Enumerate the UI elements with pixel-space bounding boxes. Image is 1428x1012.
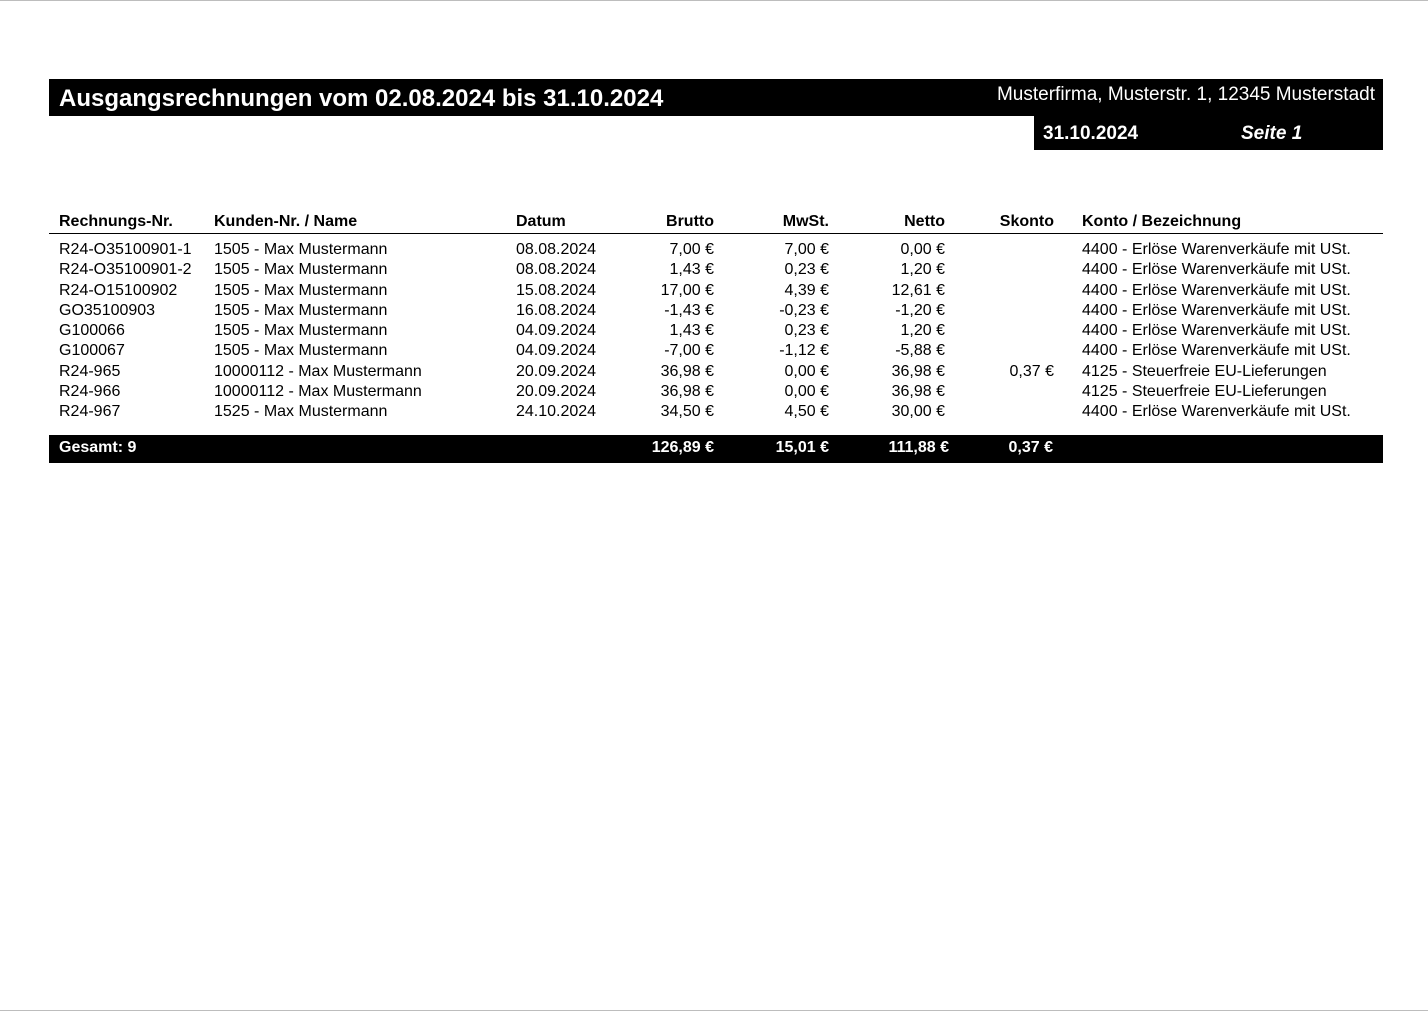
table-row xyxy=(0,402,1428,422)
cell-konto: 4400 - Erlöse Warenverkäufe mit USt. xyxy=(1082,322,1351,340)
cell-netto: 1,20 € xyxy=(900,322,945,340)
header-brutto: Brutto xyxy=(666,213,714,230)
cell-konto: 4400 - Erlöse Warenverkäufe mit USt. xyxy=(1082,281,1351,299)
report-date-bar xyxy=(1034,116,1383,150)
header-konto: Konto / Bezeichnung xyxy=(1082,213,1242,230)
cell-kunde: 10000112 - Max Mustermann xyxy=(214,362,422,380)
totals-skonto: 0,37 € xyxy=(1008,439,1053,456)
cell-kunde: 10000112 - Max Mustermann xyxy=(214,383,422,401)
cell-datum: 08.08.2024 xyxy=(516,261,597,279)
cell-mwst: 4,39 € xyxy=(784,281,829,299)
cell-rechnungs-nr: R24-967 xyxy=(59,403,121,421)
cell-kunde: 1505 - Max Mustermann xyxy=(214,342,388,360)
cell-konto: 4400 - Erlöse Warenverkäufe mit USt. xyxy=(1082,342,1351,360)
cell-kunde: 1505 - Max Mustermann xyxy=(214,301,388,319)
cell-netto: 36,98 € xyxy=(891,383,945,401)
cell-brutto: -7,00 € xyxy=(664,342,714,360)
header-rechnungs-nr: Rechnungs-Nr. xyxy=(59,213,173,230)
cell-netto: 36,98 € xyxy=(891,362,945,380)
page-number: Seite 1 xyxy=(1241,123,1303,144)
cell-brutto: 36,98 € xyxy=(660,362,714,380)
report-title: Ausgangsrechnungen vom 02.08.2024 bis 31.10.2024 xyxy=(59,85,664,112)
cell-rechnungs-nr: R24-O35100901-1 xyxy=(59,241,192,258)
cell-konto: 4125 - Steuerfreie EU-Lieferungen xyxy=(1082,383,1327,401)
cell-netto: 0,00 € xyxy=(900,241,945,258)
cell-brutto: 34,50 € xyxy=(660,403,714,421)
totals-brutto: 126,89 € xyxy=(651,439,714,456)
cell-mwst: 7,00 € xyxy=(784,241,829,258)
cell-kunde: 1505 - Max Mustermann xyxy=(214,261,388,279)
page-top-border xyxy=(0,0,1428,1)
cell-konto: 4400 - Erlöse Warenverkäufe mit USt. xyxy=(1082,403,1351,421)
totals-row xyxy=(49,435,1383,463)
cell-datum: 08.08.2024 xyxy=(516,241,597,258)
table-row xyxy=(0,260,1428,280)
cell-datum: 04.09.2024 xyxy=(516,342,597,360)
cell-brutto: 36,98 € xyxy=(660,383,714,401)
cell-datum: 16.08.2024 xyxy=(516,301,597,319)
cell-mwst: 0,00 € xyxy=(784,362,829,380)
cell-mwst: 0,00 € xyxy=(784,383,829,401)
cell-brutto: 1,43 € xyxy=(669,261,714,279)
report-date: 31.10.2024 xyxy=(1043,123,1139,144)
cell-netto: -1,20 € xyxy=(895,301,945,319)
cell-brutto: 17,00 € xyxy=(660,281,714,299)
cell-rechnungs-nr: G100066 xyxy=(59,322,125,340)
cell-netto: 1,20 € xyxy=(900,261,945,279)
cell-skonto: 0,37 € xyxy=(1009,362,1054,380)
page-bottom-border xyxy=(0,1010,1428,1011)
header-netto: Netto xyxy=(904,213,945,230)
totals-netto: 111,88 € xyxy=(888,439,949,456)
cell-kunde: 1525 - Max Mustermann xyxy=(214,403,388,421)
cell-rechnungs-nr: R24-O35100901-2 xyxy=(59,261,192,279)
totals-mwst: 15,01 € xyxy=(775,439,829,456)
cell-datum: 20.09.2024 xyxy=(516,383,597,401)
cell-datum: 15.08.2024 xyxy=(516,281,597,299)
header-skonto: Skonto xyxy=(999,213,1054,230)
cell-konto: 4125 - Steuerfreie EU-Lieferungen xyxy=(1082,362,1327,380)
cell-mwst: -1,12 € xyxy=(779,342,829,360)
cell-rechnungs-nr: R24-965 xyxy=(59,362,121,380)
cell-rechnungs-nr: R24-O15100902 xyxy=(59,281,178,299)
cell-rechnungs-nr: R24-966 xyxy=(59,383,121,401)
cell-netto: 12,61 € xyxy=(891,281,945,299)
report-title-bar xyxy=(49,79,1383,116)
table-row xyxy=(0,321,1428,341)
cell-konto: 4400 - Erlöse Warenverkäufe mit USt. xyxy=(1082,301,1351,319)
table-row xyxy=(0,362,1428,382)
cell-netto: 30,00 € xyxy=(891,403,945,421)
header-kunde: Kunden-Nr. / Name xyxy=(214,213,358,230)
cell-konto: 4400 - Erlöse Warenverkäufe mit USt. xyxy=(1082,261,1351,279)
cell-mwst: 4,50 € xyxy=(784,403,829,421)
company-address: Musterfirma, Musterstr. 1, 12345 Musterstadt xyxy=(996,84,1375,105)
cell-rechnungs-nr: G100067 xyxy=(59,342,125,360)
cell-mwst: -0,23 € xyxy=(779,301,829,319)
table-row xyxy=(0,281,1428,301)
invoice-table-body xyxy=(0,240,1428,423)
header-divider xyxy=(49,233,1383,234)
table-row xyxy=(0,240,1428,260)
table-row xyxy=(0,382,1428,402)
header-mwst: MwSt. xyxy=(782,213,829,230)
table-row xyxy=(0,301,1428,321)
cell-rechnungs-nr: GO35100903 xyxy=(59,301,156,319)
cell-brutto: 7,00 € xyxy=(669,241,714,258)
cell-mwst: 0,23 € xyxy=(784,322,829,340)
cell-datum: 24.10.2024 xyxy=(516,403,597,421)
cell-brutto: -1,43 € xyxy=(664,301,714,319)
cell-brutto: 1,43 € xyxy=(669,322,714,340)
cell-mwst: 0,23 € xyxy=(784,261,829,279)
cell-netto: -5,88 € xyxy=(895,342,945,360)
table-row xyxy=(0,341,1428,361)
cell-kunde: 1505 - Max Mustermann xyxy=(214,322,388,340)
cell-konto: 4400 - Erlöse Warenverkäufe mit USt. xyxy=(1082,241,1351,258)
cell-kunde: 1505 - Max Mustermann xyxy=(214,241,388,258)
cell-kunde: 1505 - Max Mustermann xyxy=(214,281,388,299)
cell-datum: 04.09.2024 xyxy=(516,322,597,340)
cell-datum: 20.09.2024 xyxy=(516,362,597,380)
totals-label: Gesamt: 9 xyxy=(59,439,137,456)
header-datum: Datum xyxy=(516,213,566,230)
